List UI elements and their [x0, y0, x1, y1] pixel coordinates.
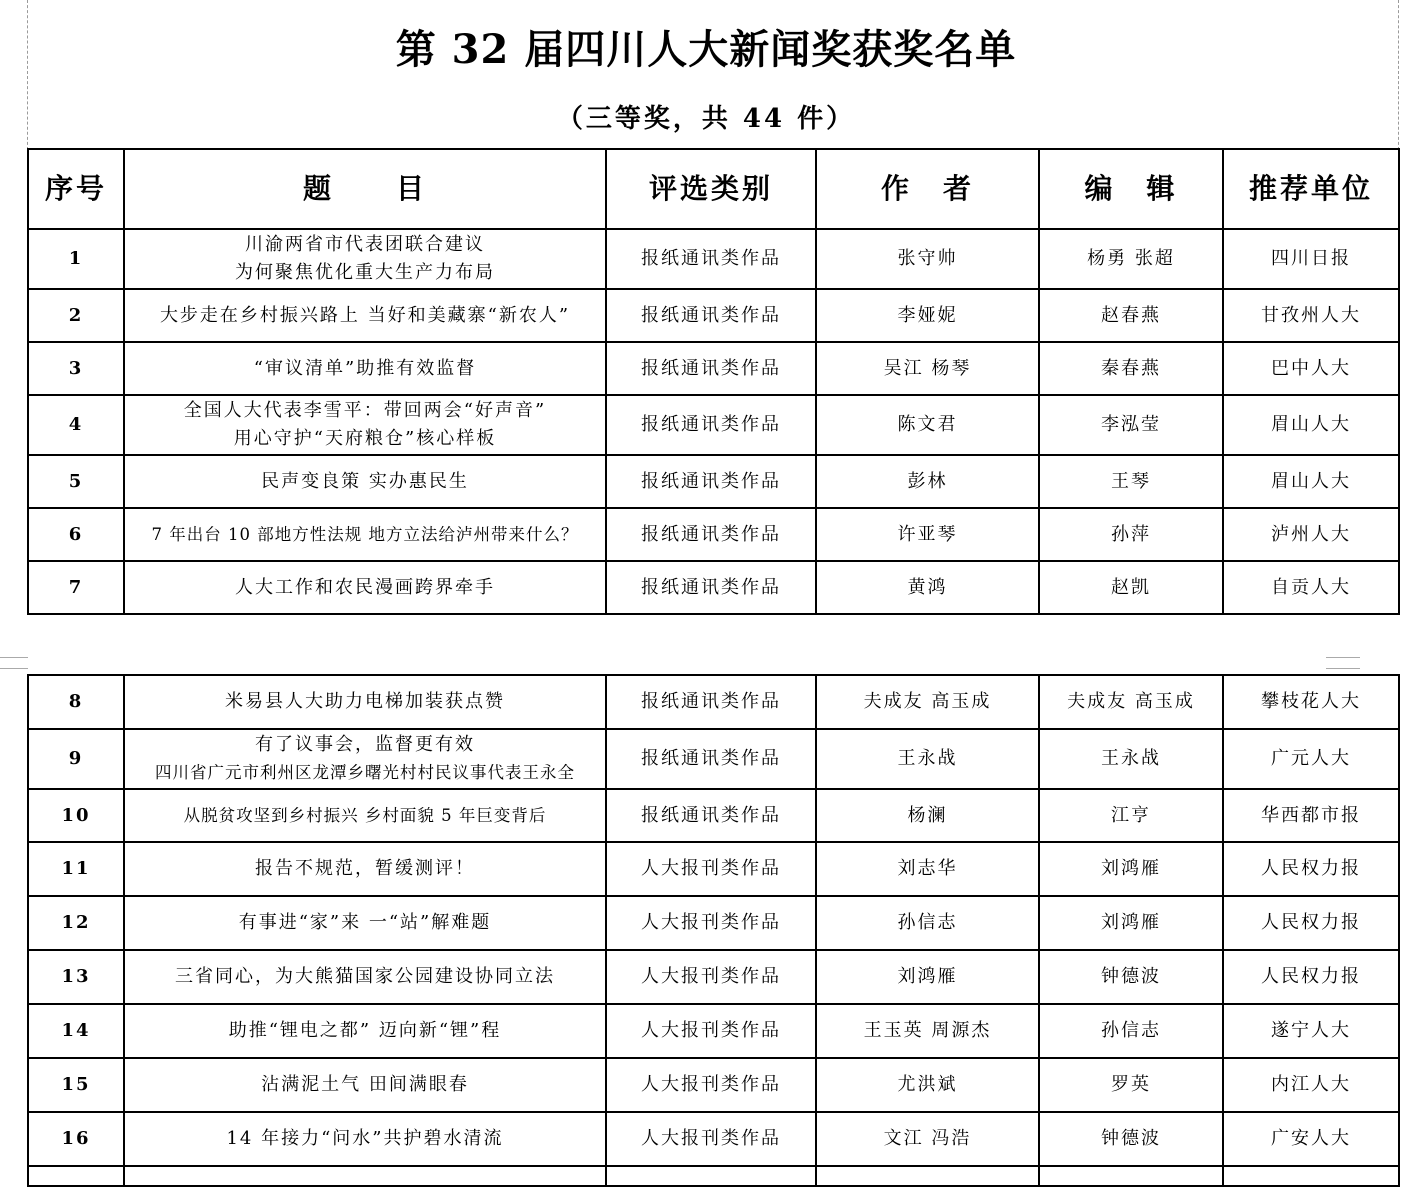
row-title [124, 1112, 606, 1166]
table-row [28, 842, 1399, 896]
row-title-line: 助推“锂电之都” 迈向新“锂”程 [228, 1020, 502, 1041]
table-row [28, 229, 1399, 289]
row-title-line: “审议清单”助推有效监督 [253, 357, 477, 379]
row-title [124, 896, 606, 950]
row-unit: 华西都市报 [1223, 789, 1399, 842]
row-editor: 夫成友 高玉成 [1039, 675, 1223, 729]
row-editor: 秦春燕 [1039, 342, 1223, 395]
row-category: 人大报刊类作品 [606, 896, 816, 950]
row-title [124, 229, 606, 289]
row-title-line: 有了议事会，监督更有效 [255, 734, 475, 755]
row-author: 王永战 [816, 729, 1039, 789]
row-editor: 杨勇 张超 [1039, 229, 1223, 289]
row-title [124, 289, 606, 342]
award-table-page-1 [27, 148, 1400, 615]
table-row [28, 289, 1399, 342]
page-break-mark-right [1326, 657, 1360, 669]
row-unit: 内江人大 [1223, 1058, 1399, 1112]
table-row [28, 342, 1399, 395]
row-category: 报纸通讯类作品 [606, 289, 816, 342]
row-unit: 广安人大 [1223, 1112, 1399, 1166]
row-number: 16 [28, 1112, 124, 1166]
row-author: 杨澜 [816, 789, 1039, 842]
empty-cell [28, 1166, 124, 1186]
row-category: 人大报刊类作品 [606, 1004, 816, 1058]
row-category: 人大报刊类作品 [606, 950, 816, 1004]
header-author: 作 者 [816, 149, 1039, 229]
row-editor: 李泓莹 [1039, 395, 1223, 455]
row-author: 彭林 [816, 455, 1039, 508]
row-category: 报纸通讯类作品 [606, 561, 816, 614]
row-author: 陈文君 [816, 395, 1039, 455]
row-category: 报纸通讯类作品 [606, 342, 816, 395]
empty-cell [816, 1166, 1039, 1186]
row-title-line: 7 年出台 10 部地方性法规 地方立法给泸州带来什么？ [151, 524, 579, 544]
row-unit: 四川日报 [1223, 229, 1399, 289]
table-row [28, 789, 1399, 842]
table-header-row [28, 149, 1399, 229]
row-author: 张守帅 [816, 229, 1039, 289]
table-body [28, 675, 1399, 1186]
row-category: 报纸通讯类作品 [606, 229, 816, 289]
row-title [124, 508, 606, 561]
row-title [124, 455, 606, 508]
row-title-line: 全国人大代表李雪平：带回两会“好声音” [183, 400, 547, 421]
row-title-line: 从脱贫攻坚到乡村振兴 乡村面貌 5 年巨变背后 [183, 805, 547, 825]
row-number: 14 [28, 1004, 124, 1058]
row-number: 10 [28, 789, 124, 842]
row-number: 9 [28, 729, 124, 789]
row-unit: 广元人大 [1223, 729, 1399, 789]
row-title-line: 14 年接力“问水”共护碧水清流 [226, 1128, 504, 1149]
row-unit: 泸州人大 [1223, 508, 1399, 561]
row-unit: 眉山人大 [1223, 395, 1399, 455]
row-number: 6 [28, 508, 124, 561]
row-title-line: 有事进“家”来 一“站”解难题 [238, 912, 492, 933]
row-title [124, 395, 606, 455]
table-row [28, 561, 1399, 614]
row-category: 人大报刊类作品 [606, 1112, 816, 1166]
table-row [28, 729, 1399, 789]
row-number: 1 [28, 229, 124, 289]
table-row [28, 1112, 1399, 1166]
empty-cell [1039, 1166, 1223, 1186]
row-author: 吴江 杨琴 [816, 342, 1039, 395]
row-category: 报纸通讯类作品 [606, 508, 816, 561]
table-row [28, 1004, 1399, 1058]
table-row-partial [28, 1166, 1399, 1186]
row-title [124, 729, 606, 789]
row-title-line: 沾满泥土气 田间满眼春 [261, 1074, 469, 1095]
row-editor: 刘鸿雁 [1039, 896, 1223, 950]
row-title [124, 561, 606, 614]
row-unit: 自贡人大 [1223, 561, 1399, 614]
row-editor: 王琴 [1039, 455, 1223, 508]
row-author: 王玉英 周源杰 [816, 1004, 1039, 1058]
empty-cell [1223, 1166, 1399, 1186]
row-category: 报纸通讯类作品 [606, 455, 816, 508]
row-title-line: 川渝两省市代表团联合建议 [245, 234, 485, 255]
row-unit: 攀枝花人大 [1223, 675, 1399, 729]
row-category: 报纸通讯类作品 [606, 789, 816, 842]
header-title: 题 目 [124, 149, 606, 229]
row-category: 报纸通讯类作品 [606, 395, 816, 455]
page-title: 第 32 届四川人大新闻奖获奖名单 [395, 26, 1017, 73]
row-author: 尤洪斌 [816, 1058, 1039, 1112]
table-row [28, 508, 1399, 561]
row-number: 7 [28, 561, 124, 614]
row-title [124, 342, 606, 395]
row-number: 4 [28, 395, 124, 455]
row-number: 2 [28, 289, 124, 342]
table-row [28, 1058, 1399, 1112]
row-author: 孙信志 [816, 896, 1039, 950]
empty-cell [124, 1166, 606, 1186]
row-title-line: 米易县人大助力电梯加装获点赞 [225, 691, 505, 712]
row-title [124, 1058, 606, 1112]
row-editor: 钟德波 [1039, 1112, 1223, 1166]
row-unit: 遂宁人大 [1223, 1004, 1399, 1058]
row-unit: 眉山人大 [1223, 455, 1399, 508]
row-author: 李娅妮 [816, 289, 1039, 342]
table-row [28, 395, 1399, 455]
row-unit: 人民权力报 [1223, 842, 1399, 896]
row-unit: 人民权力报 [1223, 950, 1399, 1004]
row-editor: 钟德波 [1039, 950, 1223, 1004]
row-editor: 孙信志 [1039, 1004, 1223, 1058]
page-subtitle: （三等奖，共 44 件） [556, 104, 856, 134]
row-unit: 人民权力报 [1223, 896, 1399, 950]
table-row [28, 675, 1399, 729]
row-author: 许亚琴 [816, 508, 1039, 561]
row-editor: 罗英 [1039, 1058, 1223, 1112]
row-title [124, 842, 606, 896]
row-number: 12 [28, 896, 124, 950]
row-title-line: 大步走在乡村振兴路上 当好和美藏寨“新农人” [159, 304, 571, 326]
table-row [28, 455, 1399, 508]
row-category: 人大报刊类作品 [606, 1058, 816, 1112]
row-number: 15 [28, 1058, 124, 1112]
table-row [28, 896, 1399, 950]
row-author: 刘志华 [816, 842, 1039, 896]
header-editor: 编 辑 [1039, 149, 1223, 229]
row-title [124, 1004, 606, 1058]
header-unit: 推荐单位 [1223, 149, 1399, 229]
header-category: 评选类别 [606, 149, 816, 229]
page-break-mark-left [0, 657, 28, 669]
row-editor: 江亨 [1039, 789, 1223, 842]
header-no: 序号 [28, 149, 124, 229]
empty-cell [606, 1166, 816, 1186]
row-editor: 王永战 [1039, 729, 1223, 789]
table-row [28, 950, 1399, 1004]
row-category: 报纸通讯类作品 [606, 675, 816, 729]
row-title-line: 人大工作和农民漫画跨界牵手 [235, 576, 495, 598]
row-number: 13 [28, 950, 124, 1004]
row-author: 刘鸿雁 [816, 950, 1039, 1004]
row-editor: 刘鸿雁 [1039, 842, 1223, 896]
row-number: 8 [28, 675, 124, 729]
row-title [124, 950, 606, 1004]
row-editor: 赵春燕 [1039, 289, 1223, 342]
row-title-line: 四川省广元市利州区龙潭乡曙光村村民议事代表王永全 [155, 763, 575, 782]
row-title-line: 报告不规范，暂缓测评！ [255, 858, 475, 879]
row-editor: 孙萍 [1039, 508, 1223, 561]
row-title-line: 民声变良策 实办惠民生 [261, 470, 469, 492]
row-title [124, 789, 606, 842]
row-title-line: 三省同心，为大熊猫国家公园建设协同立法 [175, 966, 555, 987]
row-editor: 赵凯 [1039, 561, 1223, 614]
row-title [124, 675, 606, 729]
row-author: 文江 冯浩 [816, 1112, 1039, 1166]
table-body [28, 229, 1399, 614]
row-author: 夫成友 高玉成 [816, 675, 1039, 729]
row-unit: 巴中人大 [1223, 342, 1399, 395]
award-table-page-2 [27, 674, 1400, 1187]
row-number: 11 [28, 842, 124, 896]
row-number: 5 [28, 455, 124, 508]
row-unit: 甘孜州人大 [1223, 289, 1399, 342]
row-number: 3 [28, 342, 124, 395]
row-title-line: 用心守护“天府粮仓”核心样板 [233, 428, 497, 449]
row-category: 人大报刊类作品 [606, 842, 816, 896]
row-author: 黄鸿 [816, 561, 1039, 614]
row-category: 报纸通讯类作品 [606, 729, 816, 789]
row-title-line: 为何聚焦优化重大生产力布局 [235, 262, 495, 283]
